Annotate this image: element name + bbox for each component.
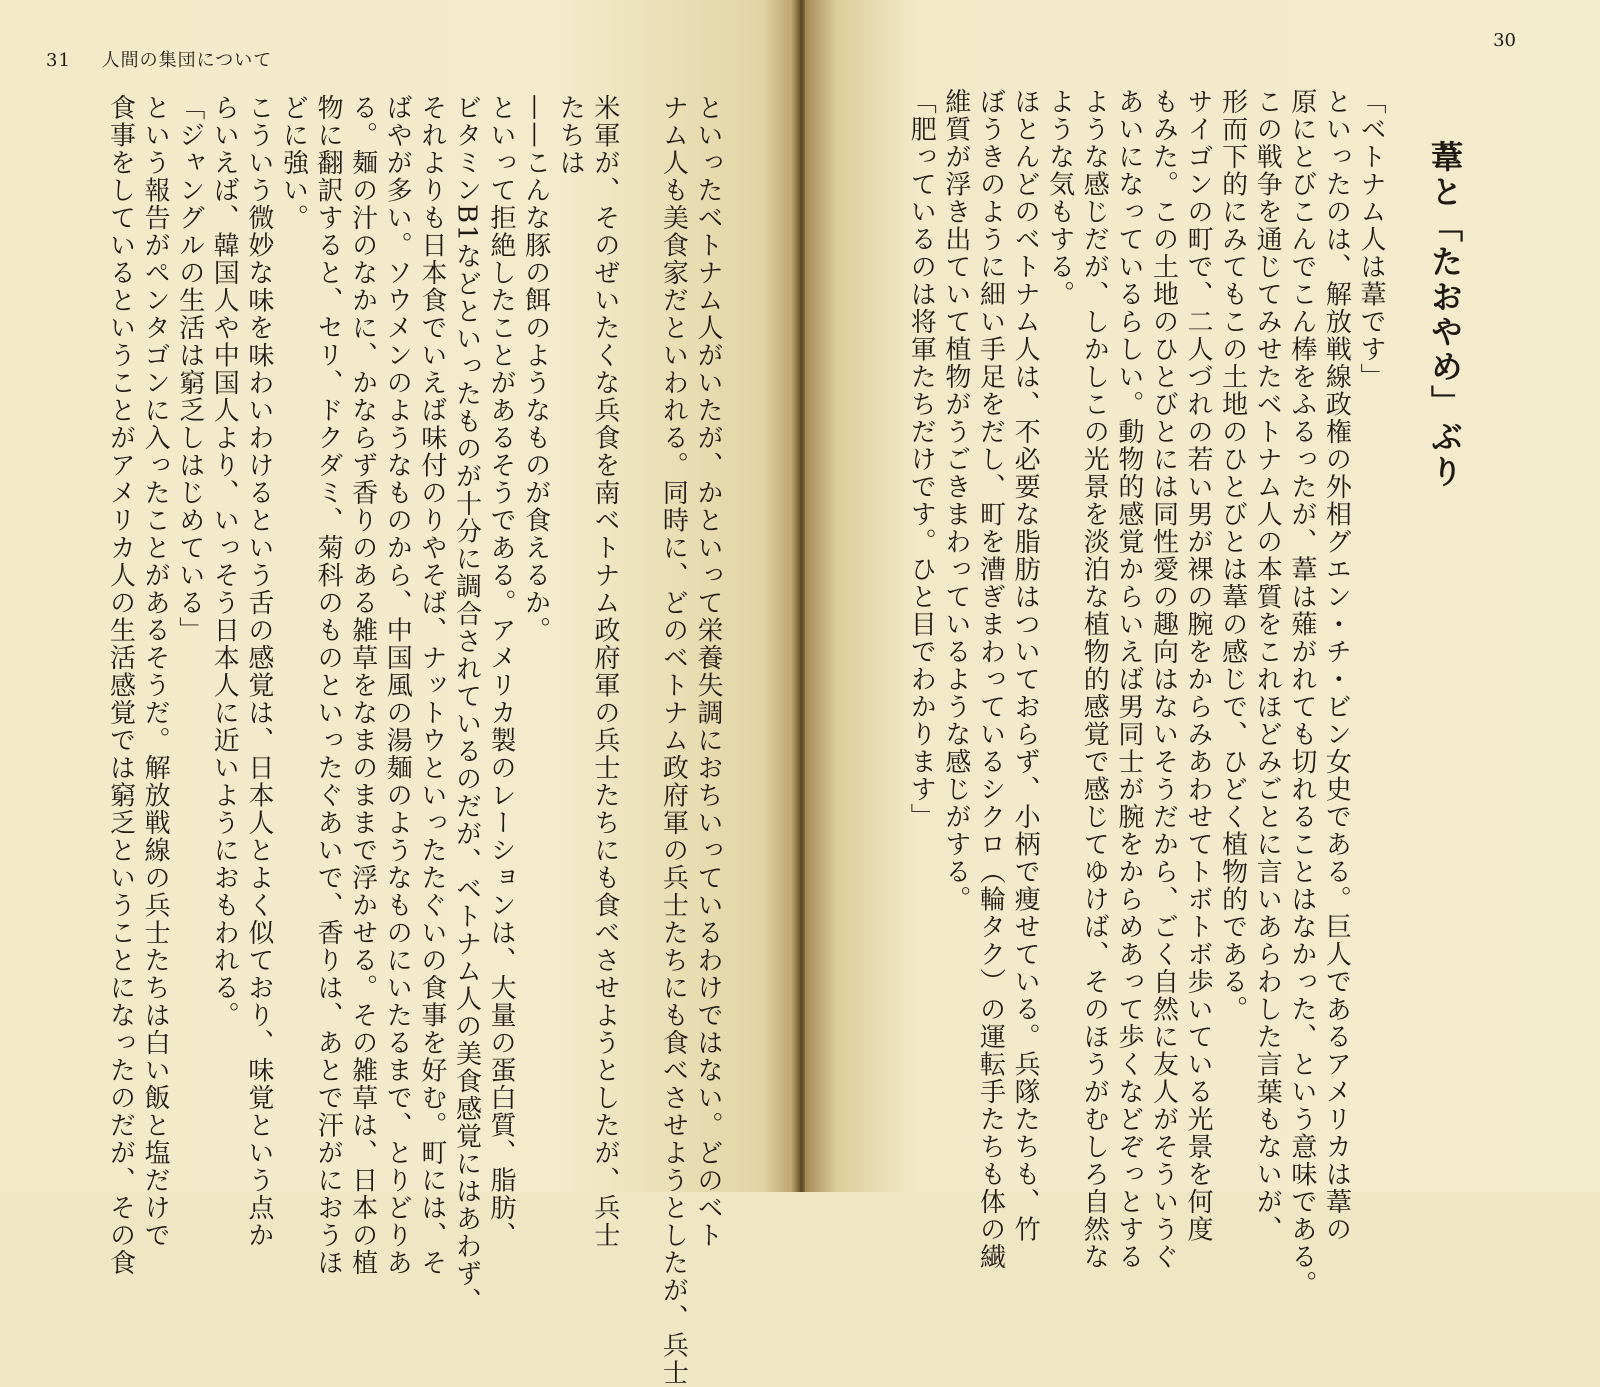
- left-page: [0, 0, 795, 1387]
- text-line: あいになっているらしい。動物的感覚からいえば男同士が腕をからめあって歩くなどぞっとする: [1113, 88, 1144, 1271]
- running-header: [46, 46, 272, 72]
- text-line: ぼうきのように細い手足をだし、町を漕ぎまわっているシクロ（輪タク）の運転手たちも体の繊: [975, 88, 1006, 1271]
- right-page-body: [904, 88, 1388, 1298]
- text-line: それよりも日本食でいえば味付のりやそば、ナットウといったたぐいの食事を好む。町には、そ: [416, 94, 447, 1277]
- text-line: ナム人も美食家だといわれる。同時に、どのベトナム政府軍の兵士たちにも食べさせようとしたが、兵士: [658, 94, 689, 1387]
- text-line: ばやが多い。ソウメンのようなものから、中国風の湯麺のようなものにいたるまで、とりどりあ: [382, 94, 413, 1277]
- text-line: といったのは、解放戦線政権の外相グエン・チ・ビン女史である。巨人であるアメリカは葦の: [1321, 88, 1352, 1243]
- left-page-body: [103, 94, 725, 1387]
- text-line: ほとんどのベトナム人は、不必要な脂肪はついておらず、小柄で痩せている。兵隊たちも、竹: [1010, 88, 1041, 1243]
- text-line: 維質が浮き出ていて植物がうごきまわっているような感じがする。: [940, 88, 971, 913]
- text-line: どに強い。: [278, 94, 309, 232]
- text-line: る。麺の汁のなかに、かならず香りのある雑草をなまのままで浮かせる。その雑草は、日本の植: [347, 94, 378, 1277]
- text-line: 「ジャングルの生活は窮乏しはじめている」: [174, 94, 205, 644]
- right-page: [805, 0, 1600, 1298]
- page-number-right: 30: [1493, 30, 1516, 51]
- text-line: もみた。この土地のひとびとには同性愛の趣向はないそうだから、ごく自然に友人がそういうぐ: [1148, 88, 1179, 1271]
- text-line: といったベトナム人がいたが、かといって栄養失調におちいっているわけではない。どのベト: [693, 94, 723, 1249]
- text-line: 食事をしているということがアメリカ人の生活感覚では窮乏ということになったのだが、その食: [105, 94, 136, 1277]
- page-number-left: 31: [46, 50, 71, 71]
- text-line: 米軍が、そのぜいたくな兵食を南ベトナム政府軍の兵士たちにも食べさせようとしたが、兵士: [589, 94, 620, 1249]
- text-line: たちは: [555, 94, 586, 177]
- text-line: ような感じだが、しかしこの光景を淡泊な植物的感覚で感じてゆけば、そのほうがむしろ自然な: [1079, 88, 1110, 1271]
- text-line: この戦争を通じてみせたベトナム人の本質をこれほどみごとに言いあらわした言葉もないが、: [1252, 88, 1283, 1243]
- text-line: らいえば、韓国人や中国人より、いっそう日本人に近いようにおもわれる。: [209, 94, 240, 1029]
- text-line: 物に翻訳すると、セリ、ドクダミ、菊科のものといったぐあいで、香りは、あとで汗がにおうほ: [313, 94, 344, 1277]
- text-line: といって拒絶したことがあるそうである。アメリカ製のレーションは、大量の蛋白質、脂肪、: [486, 94, 517, 1249]
- text-line: 「肥っているのは将軍たちだけです。ひと目でわかります」: [906, 88, 937, 831]
- text-line: ——こんな豚の餌のようなものが食えるか。: [520, 94, 551, 644]
- text-line: こういう微妙な味を味わいわけるという舌の感覚は、日本人とよく似ており、味覚という点か: [243, 94, 274, 1249]
- text-line: ビタミンB1などといったものが十分に調合されているのだが、ベトナム人の美食感覚にはあわず、: [451, 94, 482, 1316]
- spacer: [622, 94, 656, 1387]
- text-line: という報告がペンタゴンに入ったことがあるそうだ。解放戦線の兵士たちは白い飯と塩だけで: [140, 94, 171, 1249]
- running-title: 人間の集団について: [101, 50, 273, 71]
- text-line: 「ベトナム人は葦です」: [1356, 88, 1386, 391]
- text-line: サイゴンの町で、二人づれの若い男が裸の腕をからみあわせてトボトボ歩いている光景を何度: [1183, 88, 1214, 1243]
- text-line: 原にとびこんでこん棒をふるったが、葦は薙がれても切れることはなかった、という意味である。: [1286, 88, 1317, 1298]
- section-title: 葦と「たおやめ」ぶり: [1426, 140, 1464, 490]
- text-line: ような気もする。: [1044, 88, 1075, 308]
- text-line: 形而下的にみてもこの土地のひとびとは葦の感じで、ひどく植物的である。: [1217, 88, 1248, 1023]
